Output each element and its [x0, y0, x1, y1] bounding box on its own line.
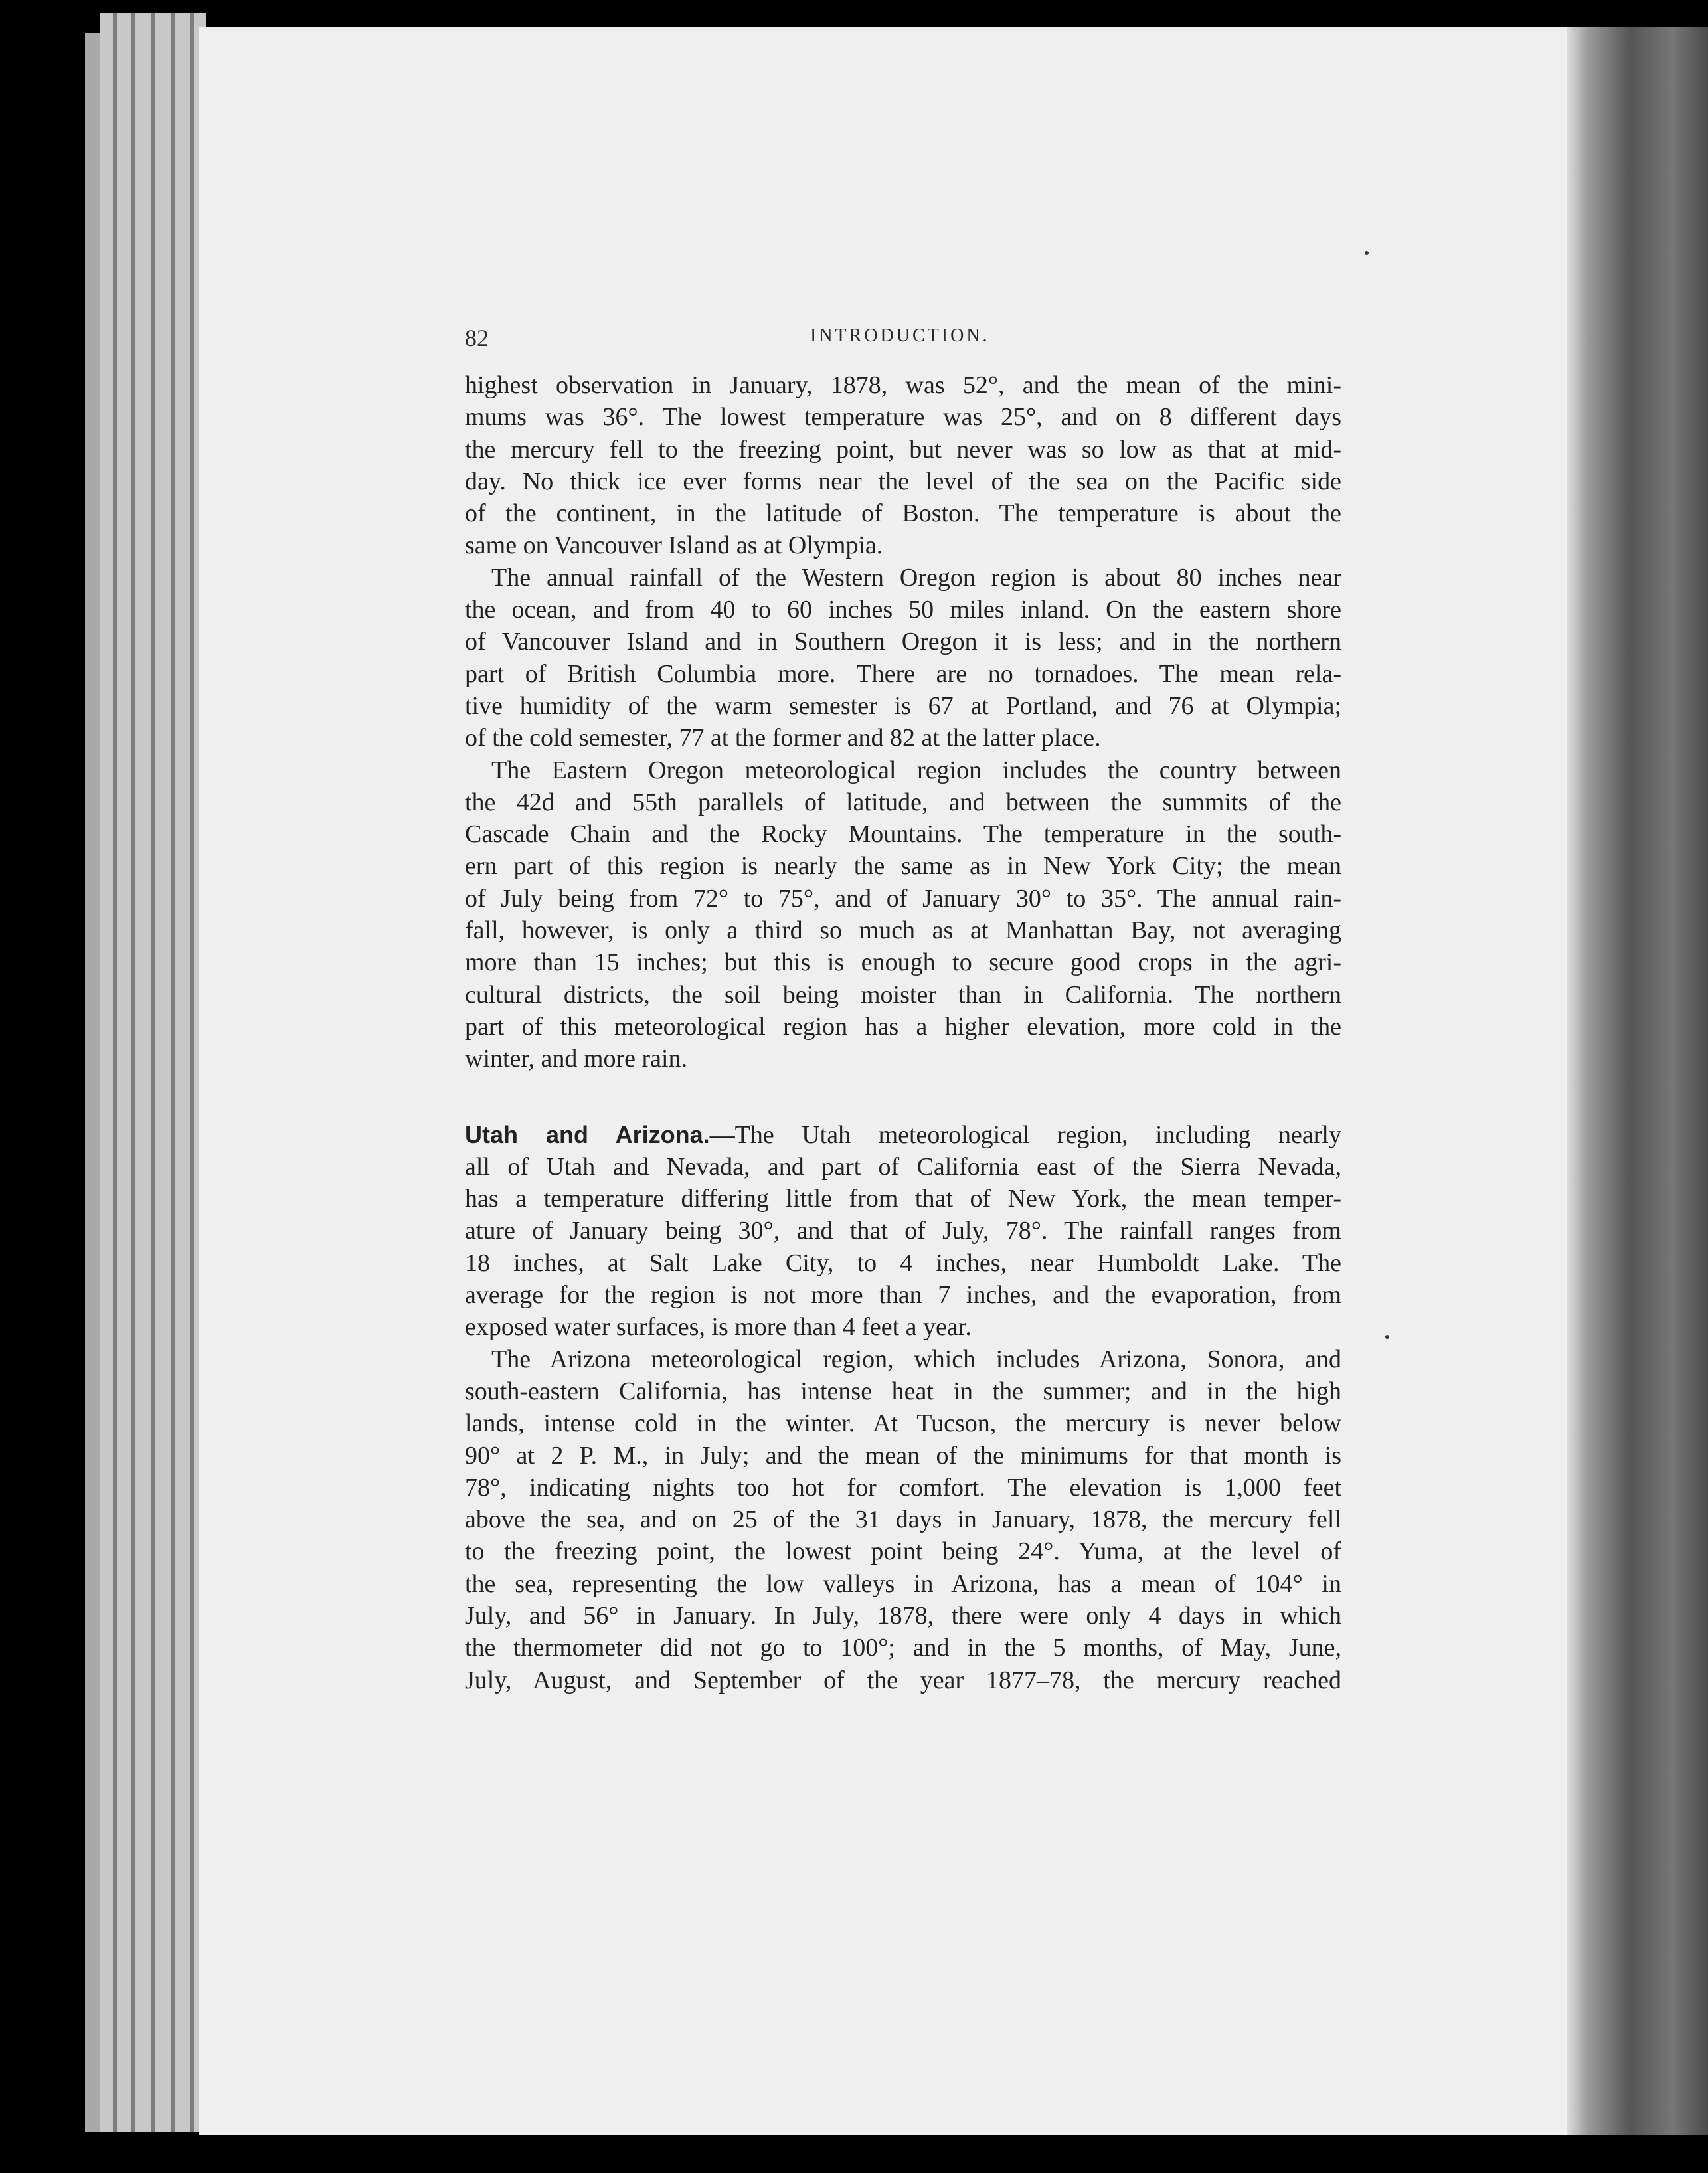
text-line: above the sea, and on 25 of the 31 days in January, 1878, the mercury fell — [465, 1506, 1341, 1534]
section-first-line — [465, 1119, 1341, 1151]
text-line: lands, intense cold in the winter. At Tucson, the mercury is never below — [465, 1409, 1341, 1438]
text-line: the ocean, and from 40 to 60 inches 50 miles inland. On the eastern shore — [465, 596, 1341, 624]
text-line: July, August, and September of the year 1877–78, the mercury reached — [465, 1666, 1341, 1694]
running-head — [465, 324, 1341, 357]
text-line: average for the region is not more than 7 inches, and the evaporation, from — [465, 1281, 1341, 1310]
text-line: more than 15 inches; but this is enough to secure good crops in the agri- — [465, 948, 1341, 977]
text-line: 18 inches, at Salt Lake City, to 4 inches, near Humboldt Lake. The — [465, 1249, 1341, 1277]
text-line: tive humidity of the warm semester is 67 at Portland, and 76 at Olympia; — [465, 691, 1341, 720]
text-line: part of British Columbia more. There are no tornadoes. The mean rela- — [465, 659, 1341, 688]
text-line: 90° at 2 P. M., in July; and the mean of the minimums for that month is — [465, 1441, 1341, 1470]
text-line: winter, and more rain. — [465, 1045, 688, 1073]
text-line: to the freezing point, the lowest point being 24°. Yuma, at the level of — [465, 1537, 1341, 1566]
section-heading: Utah and Arizona. — [465, 1120, 710, 1148]
text-line: ern part of this region is nearly the same as in New York City; the mean — [465, 852, 1341, 881]
text-line: July, and 56° in January. In July, 1878, there were only 4 days in which — [465, 1601, 1341, 1630]
text-line: exposed water surfaces, is more than 4 feet a year. — [465, 1313, 972, 1342]
text-line: ature of January being 30°, and that of July, 78°. The rainfall ranges from — [465, 1217, 1341, 1245]
text-line: 78°, indicating nights too hot for comfort. The elevation is 1,000 feet — [465, 1473, 1341, 1502]
text-line: cultural districts, the soil being moister than in California. The northern — [465, 980, 1341, 1009]
text-line: The Eastern Oregon meteorological region includes the country between — [491, 756, 1341, 784]
page-stack-edges — [100, 13, 206, 2132]
body-text — [465, 369, 1341, 1696]
text-line: the thermometer did not go to 100°; and in the 5 months, of May, June, — [465, 1634, 1341, 1662]
page-number: 82 — [465, 325, 489, 351]
text-line: highest observation in January, 1878, was 52°, and the mean of the mini- — [465, 371, 1341, 399]
text-line: part of this meteorological region has a higher elevation, more cold in the — [465, 1012, 1341, 1041]
text-line: of the cold semester, 77 at the former and 82 at the latter place. — [465, 724, 1101, 752]
text-line: south-eastern California, has intense heat in the summer; and in the high — [465, 1377, 1341, 1405]
page-edge-line — [131, 13, 135, 2132]
page-edge-line — [171, 13, 175, 2132]
text-line: the mercury fell to the freezing point, but never was so low as that at mid- — [465, 435, 1341, 464]
text-line: The annual rainfall of the Western Oregon region is about 80 inches near — [491, 563, 1341, 592]
scan-speck — [1385, 1335, 1389, 1339]
text-line-rest: —The Utah meteorological region, including nearly — [709, 1120, 1341, 1149]
text-line: day. No thick ice ever forms near the level of the sea on the Pacific side — [465, 467, 1341, 495]
text-line: The Arizona meteorological region, which includes Arizona, Sonora, and — [491, 1345, 1341, 1373]
text-line: fall, however, is only a third so much as at Manhattan Bay, not averaging — [465, 916, 1341, 945]
scan-speck — [1365, 251, 1369, 255]
binding-shadow — [1567, 27, 1708, 2173]
text-line: Cascade Chain and the Rocky Mountains. The temperature in the south- — [465, 820, 1341, 849]
page-edge-line — [113, 13, 117, 2132]
text-line: of the continent, in the latitude of Boston. The temperature is about the — [465, 499, 1341, 528]
scan-bottom-border — [0, 2135, 1708, 2173]
running-title: INTRODUCTION. — [810, 325, 990, 346]
text-line: all of Utah and Nevada, and part of California east of the Sierra Nevada, — [465, 1152, 1341, 1181]
page-edge-line — [190, 13, 194, 2132]
text-line: the sea, representing the low valleys in Arizona, has a mean of 104° in — [465, 1569, 1341, 1598]
text-line: mums was 36°. The lowest temperature was 25°, and on 8 different days — [465, 403, 1341, 432]
text-line: of Vancouver Island and in Southern Oregon it is less; and in the northern — [465, 628, 1341, 656]
page-edge-line — [151, 13, 155, 2132]
text-line: the 42d and 55th parallels of latitude, and between the summits of the — [465, 788, 1341, 816]
text-line: of July being from 72° to 75°, and of January 30° to 35°. The annual rain- — [465, 884, 1341, 913]
text-line: same on Vancouver Island as at Olympia. — [465, 531, 883, 560]
text-line: has a temperature differing little from that of New York, the mean temper- — [465, 1185, 1341, 1213]
section-gap — [465, 1075, 1341, 1119]
